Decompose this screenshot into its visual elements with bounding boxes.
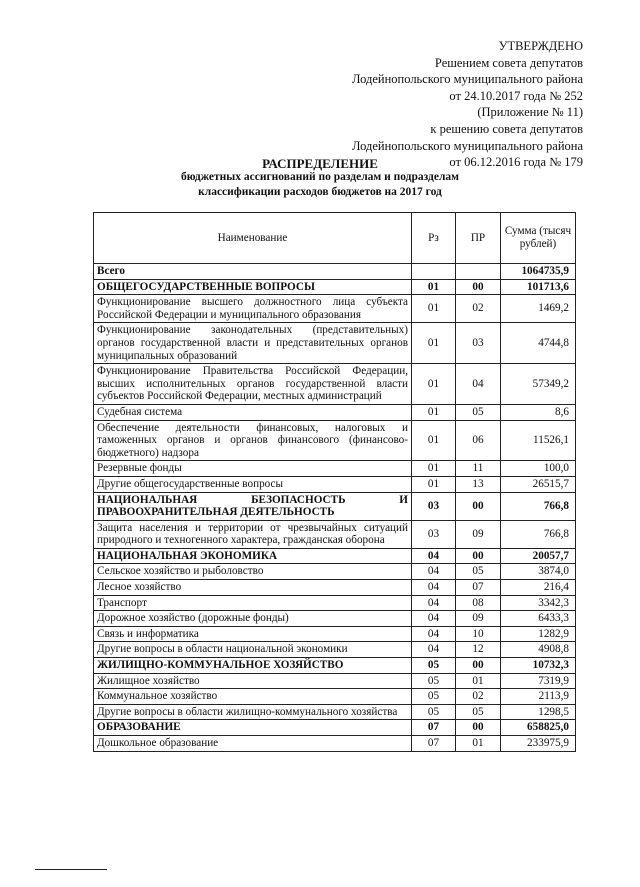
section-row <box>94 548 576 564</box>
row-rz: 01 <box>412 461 456 477</box>
table-row <box>94 642 576 658</box>
row-pr: 02 <box>456 295 501 323</box>
row-rz: 07 <box>412 736 456 752</box>
row-pr: 09 <box>456 520 501 548</box>
row-sum: 7319,9 <box>501 673 576 689</box>
table-row <box>94 595 576 611</box>
row-name: Дошкольное образование <box>94 736 412 752</box>
row-rz: 04 <box>412 580 456 596</box>
header-name: Наименование <box>94 213 412 264</box>
row-rz: 04 <box>412 626 456 642</box>
row-name: Функционирование высшего должностного лица субъекта Российской Федерации и муниципального образования <box>94 295 412 323</box>
approval-line: к решению совета депутатов <box>430 121 583 136</box>
row-rz: 01 <box>412 420 456 461</box>
table-row <box>94 580 576 596</box>
row-sum: 2113,9 <box>501 689 576 705</box>
row-pr: 10 <box>456 626 501 642</box>
row-sum: 20057,7 <box>501 548 576 564</box>
row-pr: 02 <box>456 689 501 705</box>
row-rz: 04 <box>412 642 456 658</box>
row-pr: 00 <box>456 492 501 520</box>
row-pr: 00 <box>456 279 501 295</box>
header-sum: Сумма (тысяч рублей) <box>501 213 576 264</box>
row-name: Другие вопросы в области жилищно-коммунального хозяйства <box>94 704 412 720</box>
row-pr: 04 <box>456 364 501 405</box>
row-rz: 05 <box>412 689 456 705</box>
total-sum: 1064735,9 <box>501 264 576 280</box>
row-rz: 04 <box>412 611 456 627</box>
row-rz: 07 <box>412 720 456 736</box>
row-pr: 01 <box>456 673 501 689</box>
row-sum: 8,6 <box>501 404 576 420</box>
approval-line: от 06.12.2016 года № 179 <box>449 155 583 170</box>
table-row <box>94 736 576 752</box>
row-pr: 07 <box>456 580 501 596</box>
total-pr <box>456 264 501 280</box>
row-rz: 05 <box>412 658 456 674</box>
row-rz: 04 <box>412 548 456 564</box>
row-pr: 05 <box>456 404 501 420</box>
row-pr: 03 <box>456 323 501 364</box>
table-row <box>94 364 576 405</box>
footnote-divider <box>35 869 107 870</box>
section-row <box>94 658 576 674</box>
row-rz: 05 <box>412 704 456 720</box>
total-label: Всего <box>94 264 412 280</box>
row-sum: 233975,9 <box>501 736 576 752</box>
document-title: РАСПРЕДЕЛЕНИЕ <box>262 156 378 171</box>
row-pr: 00 <box>456 720 501 736</box>
row-sum: 4744,8 <box>501 323 576 364</box>
approval-line: Лодейнопольского муниципального района <box>351 72 583 87</box>
row-name: Другие общегосударственные вопросы <box>94 476 412 492</box>
row-sum: 1469,2 <box>501 295 576 323</box>
row-rz: 01 <box>412 404 456 420</box>
row-name: Другие вопросы в области национальной экономики <box>94 642 412 658</box>
total-rz <box>412 264 456 280</box>
table-row <box>94 564 576 580</box>
table-row <box>94 626 576 642</box>
row-pr: 09 <box>456 611 501 627</box>
table-row <box>94 404 576 420</box>
row-pr: 05 <box>456 564 501 580</box>
approval-block <box>253 38 583 171</box>
row-name: Защита населения и территории от чрезвычайных ситуаций природного и техногенного характера, гражданская оборона <box>94 520 412 548</box>
section-row <box>94 720 576 736</box>
row-name: НАЦИОНАЛЬНАЯ ЭКОНОМИКА <box>94 548 412 564</box>
table-row <box>94 323 576 364</box>
row-rz: 05 <box>412 673 456 689</box>
table-row <box>94 704 576 720</box>
row-pr: 00 <box>456 548 501 564</box>
row-name: Коммунальное хозяйство <box>94 689 412 705</box>
table-row <box>94 295 576 323</box>
row-rz: 01 <box>412 323 456 364</box>
row-sum: 1298,5 <box>501 704 576 720</box>
approval-line: от 24.10.2017 года № 252 <box>449 88 583 103</box>
row-pr: 11 <box>456 461 501 477</box>
row-name: ЖИЛИЩНО-КОММУНАЛЬНОЕ ХОЗЯЙСТВО <box>94 658 412 674</box>
header-rz: Рз <box>412 213 456 264</box>
row-sum: 10732,3 <box>501 658 576 674</box>
table-header-row <box>94 213 576 264</box>
table-row <box>94 461 576 477</box>
row-pr: 13 <box>456 476 501 492</box>
approval-line: (Приложение № 11) <box>477 105 583 120</box>
row-pr: 00 <box>456 658 501 674</box>
row-sum: 3874,0 <box>501 564 576 580</box>
row-rz: 01 <box>412 476 456 492</box>
row-name: Функционирование Правительства Российской Федерации, высших исполнительных органов государственной власти субъектов Российской Федерации, местных администраций <box>94 364 412 405</box>
row-name: Дорожное хозяйство (дорожные фонды) <box>94 611 412 627</box>
row-name: Связь и информатика <box>94 626 412 642</box>
row-name: ОБЩЕГОСУДАРСТВЕННЫЕ ВОПРОСЫ <box>94 279 412 295</box>
row-rz: 01 <box>412 279 456 295</box>
row-sum: 3342,3 <box>501 595 576 611</box>
row-rz: 04 <box>412 595 456 611</box>
row-sum: 101713,6 <box>501 279 576 295</box>
row-rz: 01 <box>412 364 456 405</box>
row-name: Обеспечение деятельности финансовых, налоговых и таможенных органов и органов финансового (финансово-бюджетного) надзора <box>94 420 412 461</box>
approval-line: Лодейнопольского муниципального района <box>351 138 583 153</box>
section-row <box>94 279 576 295</box>
table-row <box>94 476 576 492</box>
row-pr: 06 <box>456 420 501 461</box>
row-sum: 766,8 <box>501 520 576 548</box>
table-row <box>94 611 576 627</box>
row-sum: 6433,3 <box>501 611 576 627</box>
row-name: Судебная система <box>94 404 412 420</box>
row-name: Транспорт <box>94 595 412 611</box>
row-pr: 01 <box>456 736 501 752</box>
approval-line: УТВЕРЖДЕНО <box>498 39 583 53</box>
table-row <box>94 420 576 461</box>
budget-table <box>93 212 576 752</box>
section-row <box>94 492 576 520</box>
row-sum: 1282,9 <box>501 626 576 642</box>
table-row <box>94 520 576 548</box>
approval-line: Решением совета депутатов <box>434 55 583 70</box>
row-pr: 12 <box>456 642 501 658</box>
row-sum: 216,4 <box>501 580 576 596</box>
row-name: НАЦИОНАЛЬНАЯ БЕЗОПАСНОСТЬ И ПРАВООХРАНИТЕЛЬНАЯ ДЕЯТЕЛЬНОСТЬ <box>94 492 412 520</box>
row-pr: 05 <box>456 704 501 720</box>
row-pr: 08 <box>456 595 501 611</box>
total-row <box>94 264 576 280</box>
row-rz: 03 <box>412 492 456 520</box>
row-sum: 57349,2 <box>501 364 576 405</box>
document-subtitle-line1: бюджетных ассигнований по разделам и подразделам <box>181 171 459 183</box>
row-name: Функционирование законодательных (представительных) органов государственной власти и представительных органов муниципальных образований <box>94 323 412 364</box>
row-rz: 03 <box>412 520 456 548</box>
row-name: Жилищное хозяйство <box>94 673 412 689</box>
row-name: Резервные фонды <box>94 461 412 477</box>
table-row <box>94 689 576 705</box>
row-sum: 26515,7 <box>501 476 576 492</box>
row-rz: 01 <box>412 295 456 323</box>
row-name: Лесное хозяйство <box>94 580 412 596</box>
row-sum: 766,8 <box>501 492 576 520</box>
table-row <box>94 673 576 689</box>
header-pr: ПР <box>456 213 501 264</box>
row-name: ОБРАЗОВАНИЕ <box>94 720 412 736</box>
row-sum: 11526,1 <box>501 420 576 461</box>
row-rz: 04 <box>412 564 456 580</box>
row-sum: 658825,0 <box>501 720 576 736</box>
row-name: Сельское хозяйство и рыболовство <box>94 564 412 580</box>
row-sum: 100,0 <box>501 461 576 477</box>
document-subtitle-line2: классификации расходов бюджетов на 2017 год <box>198 186 442 198</box>
row-sum: 4908,8 <box>501 642 576 658</box>
